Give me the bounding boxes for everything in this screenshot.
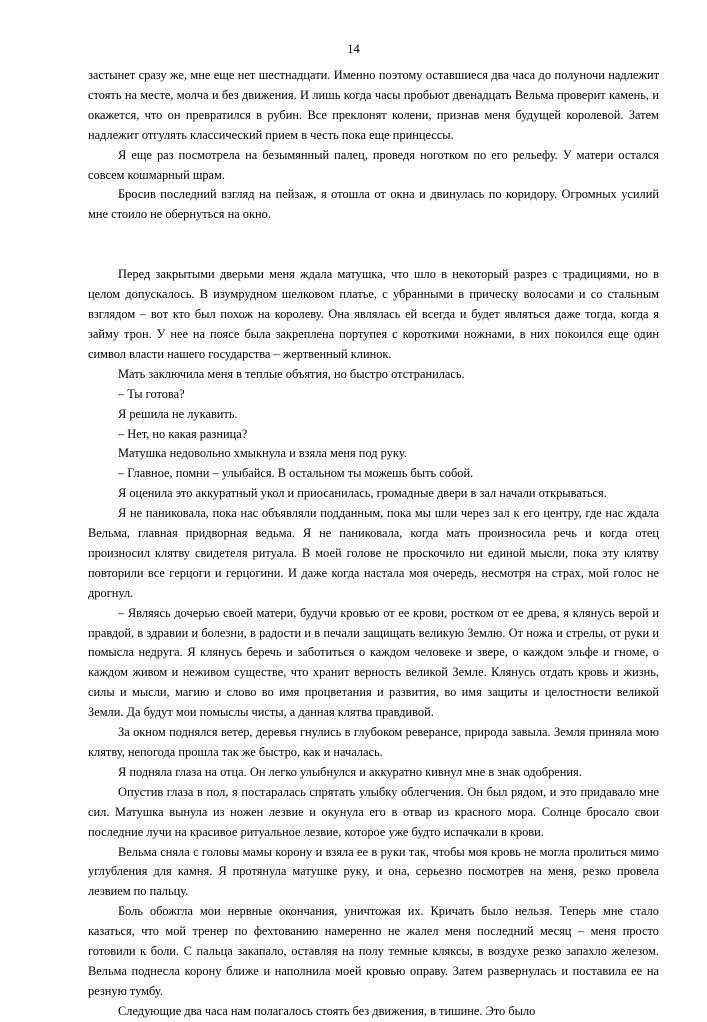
dialogue-line: – Ты готова? — [118, 386, 185, 401]
paragraph: застынет сразу же, мне еще нет шестнадцати. Именно поэтому оставшиеся два часа до полуночи надлежит стоять на месте, молча и без движения. И лишь когда часы пробьют двенадцать Вельма проверит камень, и окажется, что он превратился в рубин. Все преклонят колени, признав меня будущей королевой. Затем надлежит отгулять классический прием в честь пока еще принцессы. — [88, 68, 659, 142]
section-break — [88, 245, 659, 265]
paragraph: Вельма сняла с головы мамы корону и взяла ее в руки так, чтобы моя кровь не могла пролиться мимо углубления для камня. Я протянула матушке руку, и она, серьезно посмотрев на меня, резко провела лезвием по пальцу. — [88, 844, 659, 899]
paragraph: Следующие два часа нам полагалось стоять без движения, в тишине. Это было — [118, 1003, 536, 1018]
paragraph: Бросив последний взгляд на пейзаж, я отошла от окна и двинулась по коридору. Огромных усилий мне стоило не обернуться на окно. — [88, 187, 659, 222]
paragraph: Матушка недовольно хмыкнула и взяла меня под руку. — [118, 446, 407, 461]
document-body — [88, 66, 659, 1022]
dialogue-line: – Главное, помни – улыбайся. В остальном ты можешь быть собой. — [118, 466, 474, 481]
paragraph: Я еще раз посмотрела на безымянный палец, проведя ноготком по его рельефу. У матери остался совсем кошмарный шрам. — [88, 147, 659, 182]
paragraph: Мать заключила меня в теплые объятия, но быстро отстранилась. — [118, 366, 465, 381]
section-break — [88, 225, 659, 245]
paragraph: Я не паниковала, пока нас объявляли подданным, пока мы шли через зал к его центру, где нас ждала Вельма, главная придворная ведьма. Я не паниковала, когда мать произносила речь и когда отец произносил клятву свидетеля ритуала. В моей голове не проскочило ни единой мысли, пока эту клятву повторили все герцоги и герцогини. И даже когда настала моя очередь, несмотря на страх, мой голос не дрогнул. — [88, 506, 659, 600]
dialogue-line: – Нет, но какая разница? — [118, 426, 248, 441]
paragraph: Я решила не лукавить. — [118, 406, 238, 421]
paragraph: Я оценила это аккуратный укол и приосанилась, громадные двери в зал начали открываться. — [118, 486, 607, 501]
paragraph: Опустив глаза в пол, я постаралась спрятать улыбку облегчения. Он был рядом, и это придавало мне сил. Матушка вынула из ножен лезвие и окунула его в отвар из красного мора. Солнце бросало свои последние лучи на красивое ритуальное лезвие, которое уже будто испачкали в крови. — [88, 784, 659, 839]
paragraph: Я подняла глаза на отца. Он легко улыбнулся и аккуратно кивнул мне в знак одобрения. — [118, 764, 582, 779]
paragraph: Боль обожгла мои нервные окончания, уничтожая их. Кричать было нельзя. Теперь мне стало казаться, что мой тренер по фехтованию намеренно не жалел меня последний месяц – меня просто готовили к боли. С пальца закапало, оставляя на полу темные кляксы, в воздухе резко запахло железом. Вельма поднесла корону ближе и наполнила моей кровью оправу. Затем развернулась и поставила ее на резную тумбу. — [88, 904, 659, 998]
page-number: 14 — [347, 42, 360, 56]
dialogue-line: – Являясь дочерью своей матери, будучи кровью от ее крови, ростком от ее древа, я клянусь верой и правдой, в здравии и болезни, в радости и в печали защищать великую Землю. От ножа и стрелы, от руки и помысла недруга. Я клянусь беречь и заботиться о каждом человеке и звере, о каждом эльфе и гноме, о каждом живом и неживом существе, что хранит верность великой Земле. Клянусь отдать кровь и жизнь, силы и мысли, магию и слово во имя процветания и развития, во имя защиты и целостности великой Земли. Да будут мои помыслы чисты, а данная клятва правдивой. — [88, 605, 659, 720]
paragraph: Перед закрытыми дверьми меня ждала матушка, что шло в некоторый разрез с традициями, но в целом допускалось. В изумрудном шелковом платье, с убранными в прическу волосами и со стальным взглядом – вот кто был похож на королеву. Она являлась ей всегда и будет являться даже тогда, когда я займу трон. У нее на поясе была закреплена портупея с короткими ножнами, в них покоился еще один символ власти нашего государства – жертвенный клинок. — [88, 267, 659, 361]
paragraph: За окном поднялся ветер, деревья гнулись в глубоком реверансе, природа завыла. Земля приняла мою клятву, непогода прошла так же быстро, как и началась. — [88, 725, 659, 759]
